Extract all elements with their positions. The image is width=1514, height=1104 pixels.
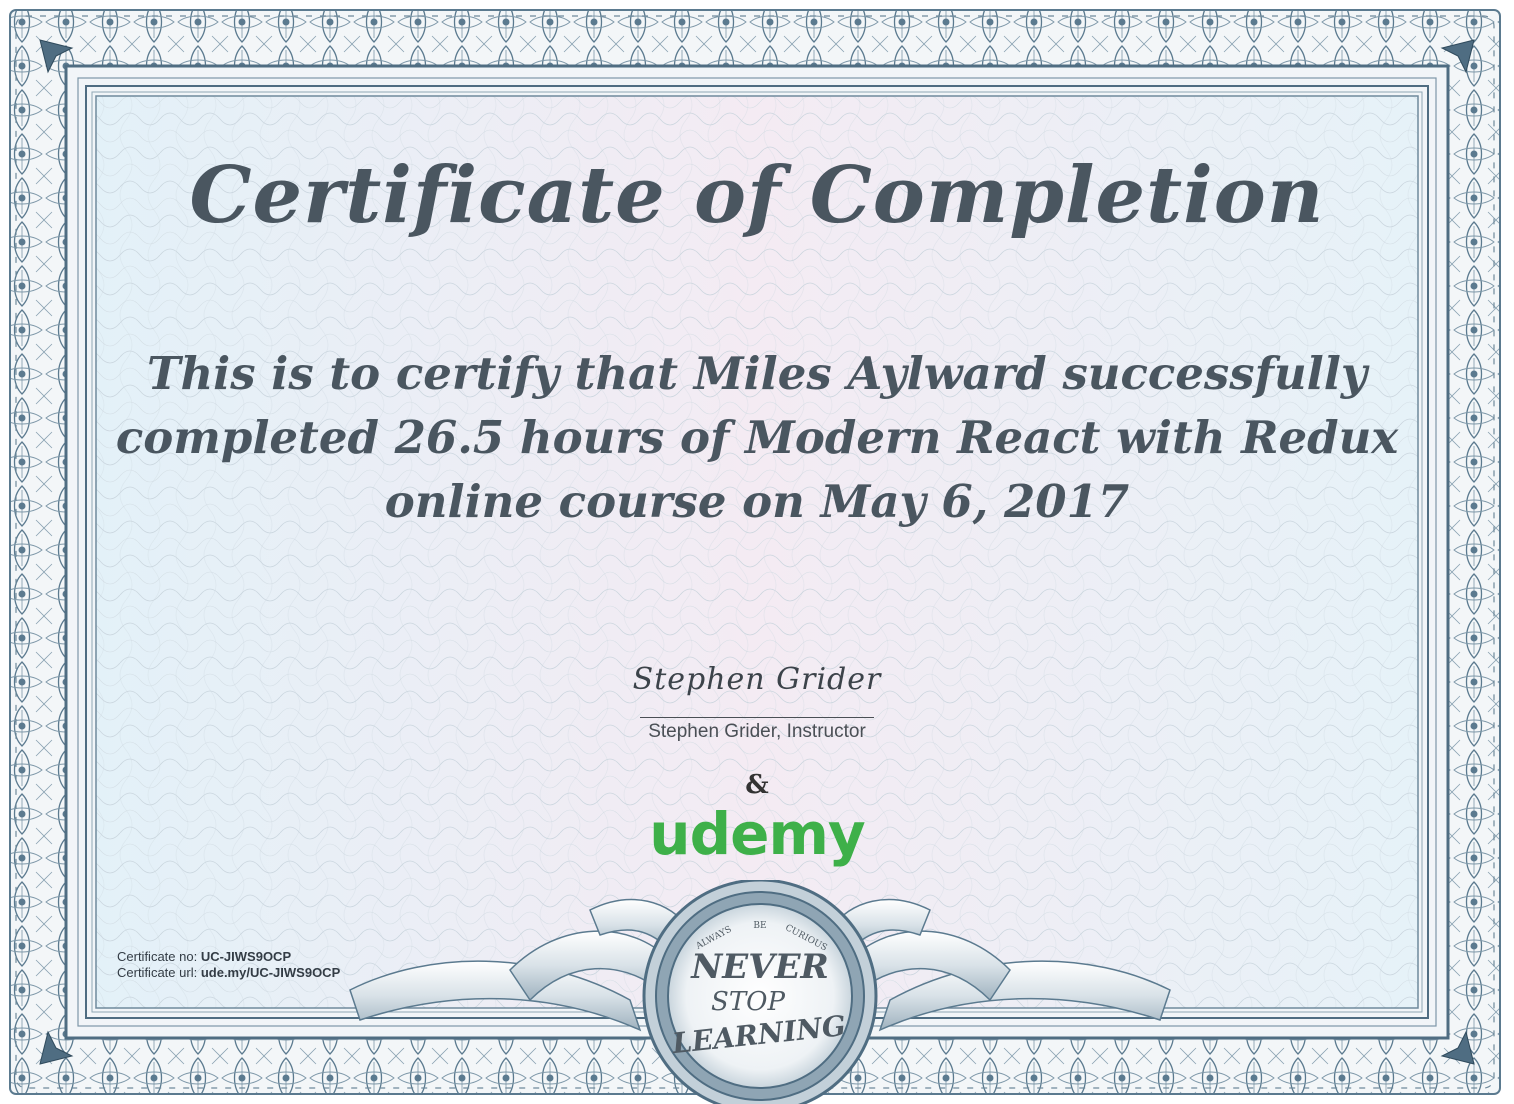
certificate-statement bbox=[110, 342, 1404, 534]
udemy-logo: udemy bbox=[649, 800, 865, 868]
seal-arc-curious: CURIOUS bbox=[783, 923, 829, 954]
seal-text-learning: LEARNING bbox=[670, 1009, 848, 1061]
seal-arc-be: BE bbox=[753, 921, 767, 931]
never-stop-learning-seal bbox=[340, 880, 1180, 1104]
certificate-meta bbox=[117, 949, 340, 981]
statement-line-1: This is to certify that Miles Aylward successfully bbox=[146, 347, 1368, 400]
certificate-url-row bbox=[117, 965, 340, 981]
statement-line-3: online course on May 6, 2017 bbox=[384, 475, 1130, 528]
seal-text-stop: STOP bbox=[711, 987, 785, 1017]
certificate-url[interactable]: ude.my/UC-JIWS9OCP bbox=[200, 965, 341, 980]
seal-text-never: NEVER bbox=[691, 947, 829, 987]
seal-arc-always: ALWAYS bbox=[694, 924, 734, 952]
certificate-title: Certificate of Completion bbox=[189, 150, 1325, 241]
certificate-number-label: Certificate no: bbox=[117, 949, 198, 964]
certificate-number-row bbox=[117, 949, 340, 965]
ribbon-left bbox=[350, 961, 640, 1030]
certificate-url-label: Certificate url: bbox=[117, 965, 198, 980]
signer-caption: Stephen Grider, Instructor bbox=[648, 721, 866, 742]
instructor-signature: Stephen Grider bbox=[632, 662, 882, 697]
statement-line-2: completed 26.5 hours of Modern React with Redux bbox=[115, 411, 1399, 464]
signature-line bbox=[640, 717, 874, 718]
ribbon-right bbox=[880, 961, 1170, 1030]
certificate-number: UC-JIWS9OCP bbox=[200, 949, 292, 964]
ampersand: & bbox=[745, 770, 769, 800]
